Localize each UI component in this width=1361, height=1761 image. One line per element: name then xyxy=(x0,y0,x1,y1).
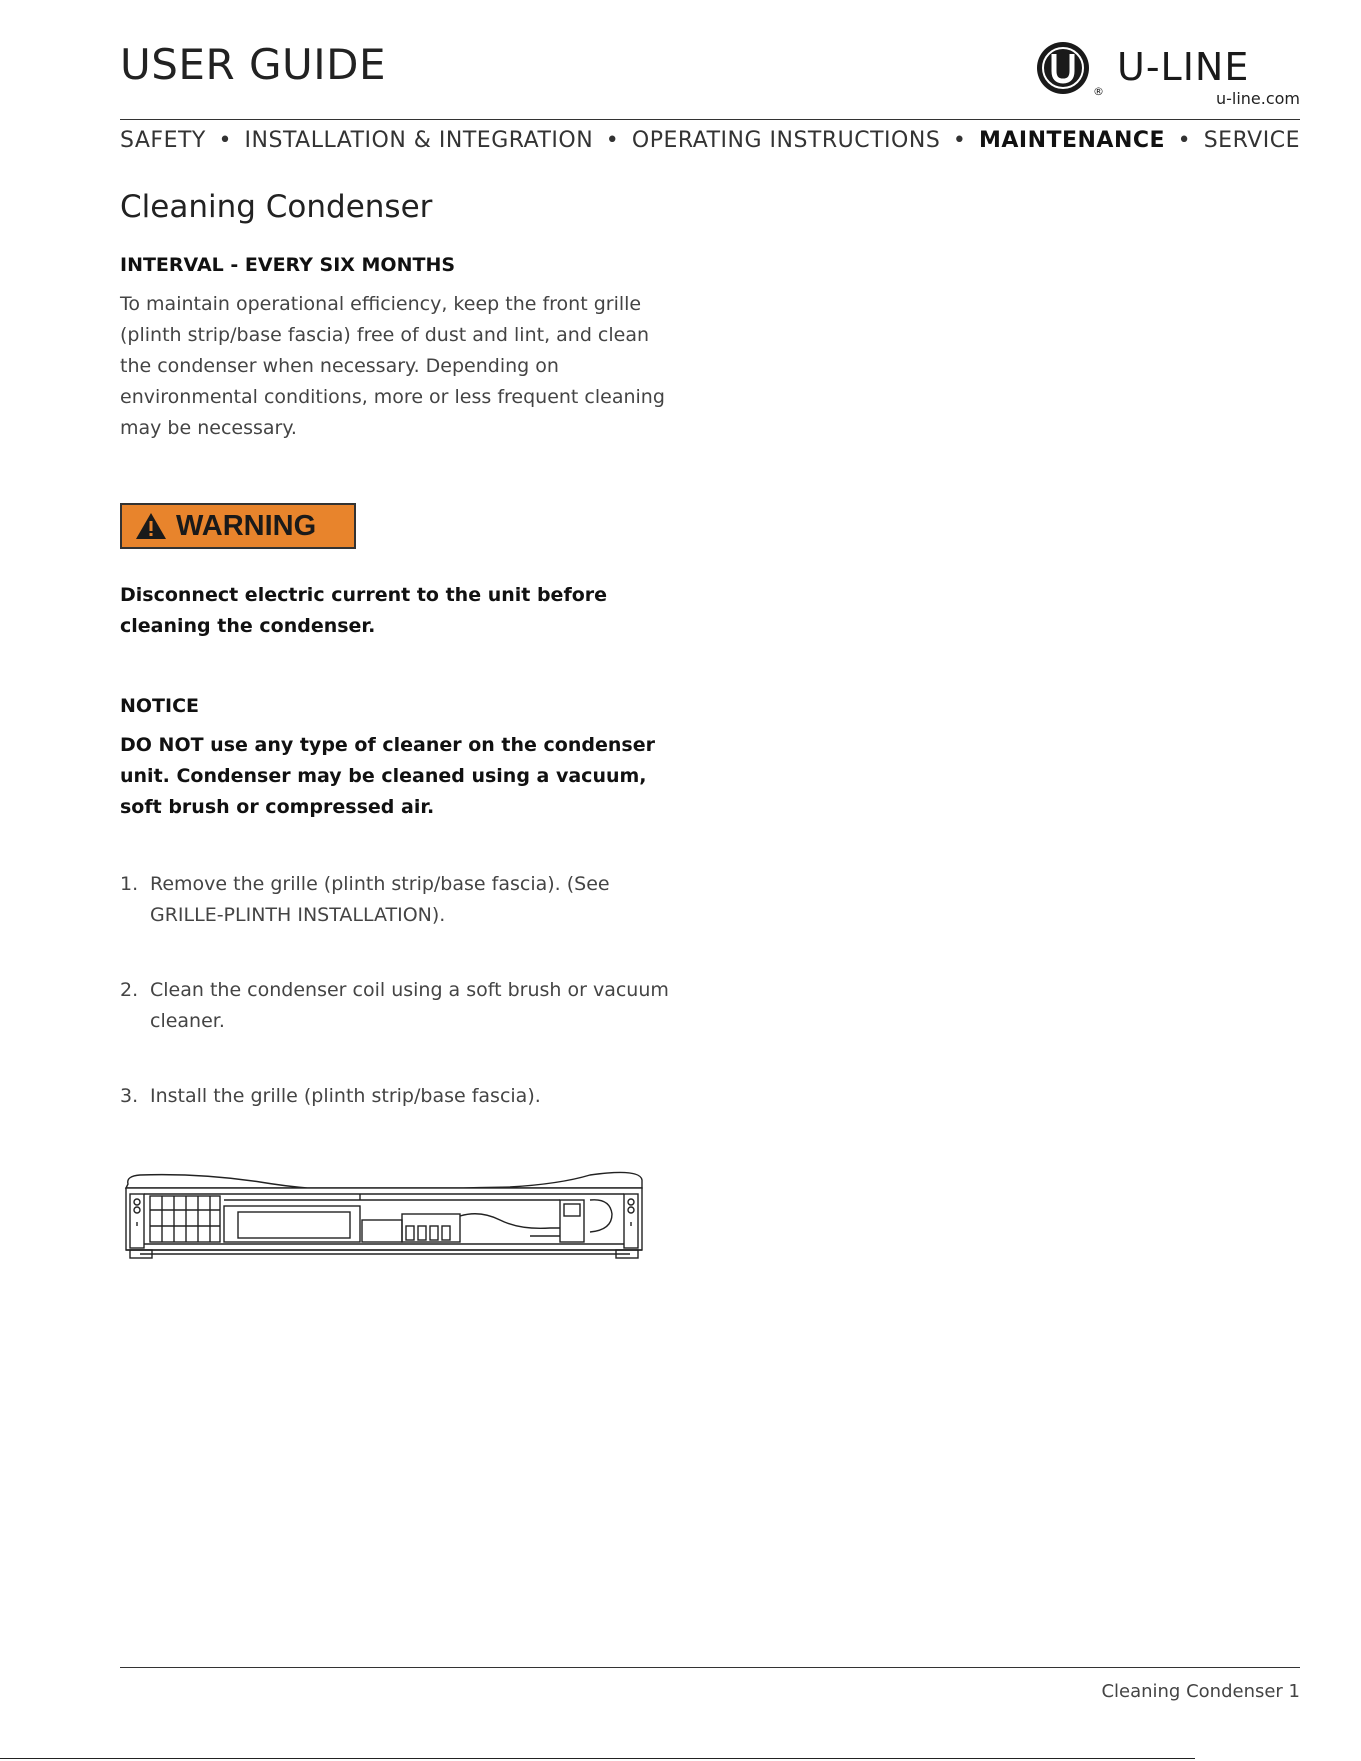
step-text: Install the grille (plinth strip/base fascia). xyxy=(150,1085,541,1107)
condenser-illustration xyxy=(120,1170,650,1265)
svg-text:®: ® xyxy=(1093,85,1104,98)
warning-label: WARNING xyxy=(176,509,317,542)
notice-title: NOTICE xyxy=(120,695,200,717)
section-nav xyxy=(120,128,1300,153)
brand-url[interactable]: u-line.com xyxy=(1215,89,1300,108)
nav-separator: • xyxy=(1177,128,1192,153)
document-title: USER GUIDE xyxy=(120,40,387,89)
nav-separator: • xyxy=(605,128,620,153)
step-number: 3. xyxy=(120,1085,139,1107)
step-text: Clean the condenser coil using a soft brush or vacuum cleaner. xyxy=(150,979,669,1032)
brand-wordmark: U-LINE xyxy=(1117,45,1250,89)
nav-item-safety[interactable]: SAFETY xyxy=(120,128,206,153)
step-number: 2. xyxy=(120,979,139,1001)
notice-text: DO NOT use any type of cleaner on the condenser unit. Condenser may be cleaned using a vacuum, soft brush or compressed air. xyxy=(120,734,655,818)
step-item xyxy=(120,975,680,1037)
warning-triangle-icon xyxy=(134,511,168,541)
nav-separator: • xyxy=(218,128,232,153)
step-text: Remove the grille (plinth strip/base fascia). (See GRILLE-PLINTH INSTALLATION). xyxy=(150,873,610,926)
header-divider xyxy=(120,119,1300,120)
nav-separator: • xyxy=(952,128,967,153)
footer-page-label: Cleaning Condenser 1 xyxy=(1101,1681,1300,1702)
warning-text: Disconnect electric current to the unit before cleaning the condenser. xyxy=(120,584,608,637)
step-number: 1. xyxy=(120,873,139,895)
nav-item-installation[interactable]: INSTALLATION & INTEGRATION xyxy=(244,128,594,153)
step-item xyxy=(120,1081,680,1112)
section-title: Cleaning Condenser xyxy=(120,189,433,225)
interval-heading: INTERVAL - EVERY SIX MONTHS xyxy=(120,254,456,276)
nav-item-maintenance[interactable]: MAINTENANCE xyxy=(978,128,1166,153)
nav-item-service[interactable]: SERVICE xyxy=(1203,128,1300,153)
step-item xyxy=(120,869,680,931)
page-edge-line xyxy=(0,1758,1195,1759)
intro-paragraph: To maintain operational efficiency, keep the front grille (plinth strip/base fascia) free of dust and lint, and clean the condenser when necessary. Depending on environmental conditions, more or less frequent cleaning may be necessary. xyxy=(120,293,665,439)
nav-item-operating[interactable]: OPERATING INSTRUCTIONS xyxy=(631,128,941,153)
warning-badge xyxy=(120,503,356,549)
footer-divider xyxy=(120,1667,1300,1668)
